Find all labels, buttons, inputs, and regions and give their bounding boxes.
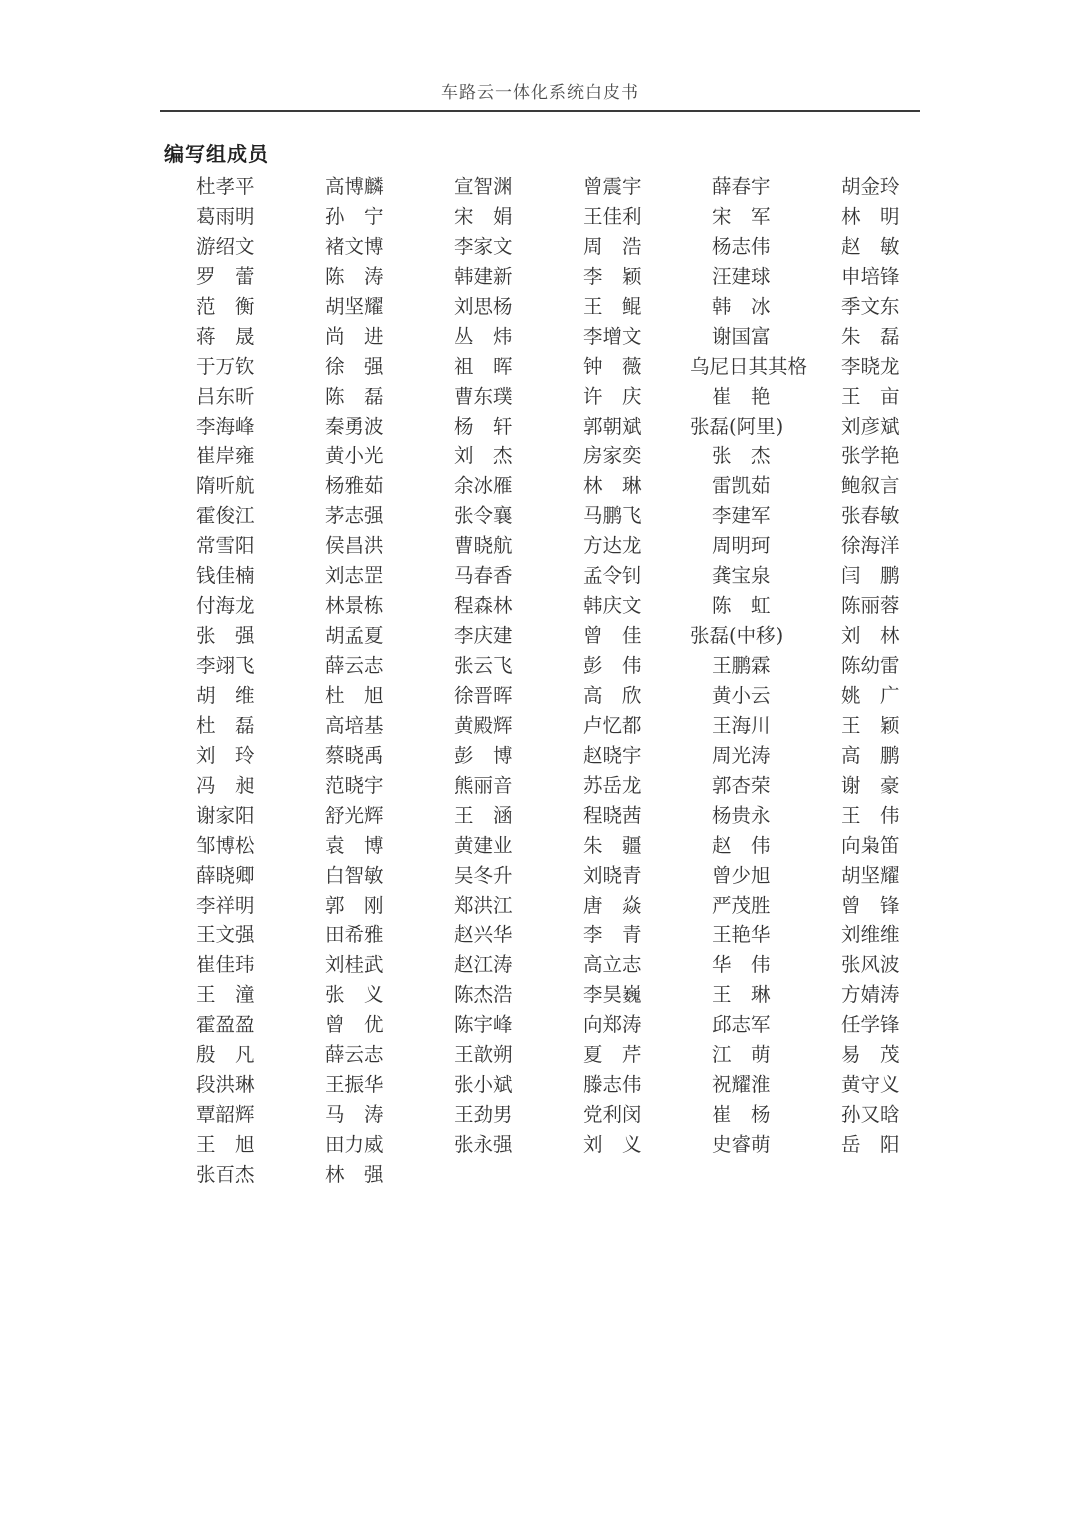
member-name: 祖 晖: [454, 354, 513, 378]
member-name: 江 萌: [712, 1043, 771, 1067]
member-name: 方婧涛: [841, 983, 900, 1007]
member-name: 付海龙: [196, 594, 255, 618]
member-name: 高 欣: [583, 683, 642, 707]
member-name: 曾 优: [325, 1013, 384, 1037]
member-name: 雷凯茹: [712, 474, 771, 498]
member-name: 李 青: [583, 923, 642, 947]
member-name: 高立志: [583, 953, 642, 977]
member-name: 张永强: [454, 1133, 513, 1156]
member-name: 谢国富: [712, 324, 771, 348]
member-name: 韩庆文: [583, 594, 642, 618]
member-name: 茅志强: [325, 504, 384, 528]
member-name: 曾震宇: [583, 175, 642, 198]
member-name: 曹晓航: [454, 534, 513, 558]
member-name: 杨志伟: [712, 234, 771, 258]
member-name: 郭杏荣: [712, 773, 771, 797]
member-name: 王佳利: [583, 204, 642, 228]
member-name: 吕东昕: [196, 384, 255, 408]
member-name: 刘 林: [841, 624, 900, 648]
member-name: 张磊(阿里): [690, 414, 784, 438]
member-name: 黄建业: [454, 833, 513, 857]
member-name: 陈幼雷: [841, 654, 900, 677]
member-name: 李增文: [583, 324, 642, 348]
member-name: 苏岳龙: [583, 773, 642, 797]
member-name: 赵 伟: [712, 833, 771, 857]
member-name: 陈宇峰: [454, 1013, 513, 1037]
member-name: 杜孝平: [196, 175, 255, 198]
member-name: 马春香: [454, 564, 513, 588]
member-name: 薛晓卿: [196, 863, 255, 887]
document-title: 车路云一体化系统白皮书: [441, 83, 639, 103]
member-name: 刘思杨: [454, 294, 513, 318]
member-name: 李家文: [454, 234, 513, 258]
member-name: 崔佳玮: [196, 953, 255, 977]
member-name: 薛云志: [325, 654, 384, 677]
member-name: 邹博松: [196, 833, 255, 857]
member-name: 王振华: [325, 1073, 384, 1097]
member-name: 张学艳: [841, 444, 900, 468]
member-name: 蒋 晟: [196, 324, 255, 348]
member-name: 胡孟夏: [325, 624, 384, 648]
member-name: 谢家阳: [196, 803, 255, 827]
member-name: 方达龙: [583, 534, 642, 558]
member-name: 李海峰: [196, 414, 255, 438]
member-name: 许 庆: [583, 384, 642, 408]
member-name: 李庆建: [454, 624, 513, 648]
member-name: 胡 维: [196, 683, 255, 707]
member-name: 张云飞: [454, 654, 513, 677]
member-name: 隋听航: [196, 474, 255, 498]
member-name: 彭 伟: [583, 654, 642, 677]
member-name: 游绍文: [196, 234, 255, 258]
member-name: 马 涛: [325, 1103, 384, 1127]
member-name: 崔 杨: [712, 1103, 771, 1127]
member-name: 韩建新: [454, 264, 513, 288]
member-name: 范晓宇: [325, 773, 384, 797]
member-name: 高 鹏: [841, 743, 900, 767]
member-name: 龚宝泉: [712, 564, 771, 588]
member-name: 高博麟: [325, 175, 384, 198]
member-name: 袁 博: [325, 833, 384, 857]
member-name: 宣智渊: [454, 175, 513, 198]
member-name: 史睿萌: [712, 1133, 771, 1156]
member-name: 张小斌: [454, 1073, 513, 1097]
member-name: 高培基: [325, 713, 384, 737]
member-name: 张风波: [841, 953, 900, 977]
member-name: 李翊飞: [196, 654, 255, 677]
member-name: 王 琳: [712, 983, 771, 1007]
member-name: 刘志罡: [325, 564, 384, 588]
member-name: 郭 刚: [325, 893, 384, 917]
member-name: 闫 鹏: [841, 564, 900, 588]
member-name: 韩 冰: [712, 294, 771, 318]
member-name: 薛春宇: [712, 175, 771, 198]
member-name: 赵晓宇: [583, 743, 642, 767]
member-name: 周明珂: [712, 534, 771, 558]
member-name: 蔡晓禹: [325, 743, 384, 767]
member-name: 王 伟: [841, 803, 900, 827]
member-name: 霍盈盈: [196, 1013, 255, 1037]
member-name: 孙又晗: [841, 1103, 900, 1127]
member-name: 胡坚耀: [325, 294, 384, 318]
member-name: 熊丽音: [454, 773, 513, 797]
member-name: 房家奕: [583, 444, 642, 468]
member-name: 林景栋: [325, 594, 384, 618]
member-name: 赵 敏: [841, 234, 900, 258]
member-name: 赵江涛: [454, 953, 513, 977]
member-name: 陈 虹: [712, 594, 771, 618]
member-name: 王歆朔: [454, 1043, 513, 1067]
member-name: 曾少旭: [712, 863, 771, 887]
member-name: 覃韶辉: [196, 1103, 255, 1127]
member-name: 李晓龙: [841, 354, 900, 378]
member-name: 祝耀淮: [712, 1073, 771, 1097]
member-name: 鲍叙言: [841, 474, 900, 498]
member-name: 于万钦: [196, 354, 255, 378]
member-name: 张春敏: [841, 504, 900, 528]
member-name: 王 旭: [196, 1133, 255, 1156]
member-name: 范 衡: [196, 294, 255, 318]
member-name: 党利闵: [583, 1103, 642, 1127]
member-name: 张 杰: [712, 444, 771, 468]
member-name: 刘彦斌: [841, 414, 900, 438]
member-name: 曾 锋: [841, 893, 900, 917]
members-grid: [196, 172, 916, 1190]
member-name: 罗 蕾: [196, 264, 255, 288]
member-name: 黄小光: [325, 444, 384, 468]
member-name: 林 琳: [583, 474, 642, 498]
member-name: 黄小云: [712, 683, 771, 707]
member-name: 赵兴华: [454, 923, 513, 947]
member-name: 卢忆都: [583, 713, 642, 737]
member-name: 杨贵永: [712, 803, 771, 827]
member-name: 钟 薇: [583, 354, 642, 378]
member-name: 谢 豪: [841, 773, 900, 797]
member-name: 杨雅茹: [325, 474, 384, 498]
member-name: 王 亩: [841, 384, 900, 408]
member-name: 季文东: [841, 294, 900, 318]
member-name: 岳 阳: [841, 1133, 900, 1156]
member-name: 田希雅: [325, 923, 384, 947]
member-name: 霍俊江: [196, 504, 255, 528]
member-name: 严茂胜: [712, 893, 771, 917]
member-name: 姚 广: [841, 683, 900, 707]
member-name: 陈杰浩: [454, 983, 513, 1007]
member-name: 白智敏: [325, 863, 384, 887]
member-name: 侯昌洪: [325, 534, 384, 558]
member-name: 黄守义: [841, 1073, 900, 1097]
member-name: 周 浩: [583, 234, 642, 258]
member-name: 宋 娟: [454, 204, 513, 228]
member-name: 刘晓青: [583, 863, 642, 887]
member-name: 程森林: [454, 594, 513, 618]
member-name: 张百杰: [196, 1162, 255, 1186]
member-name: 张令襄: [454, 504, 513, 528]
member-name: 李祥明: [196, 893, 255, 917]
member-name: 陈丽蓉: [841, 594, 900, 618]
member-name: 杜 旭: [325, 683, 384, 707]
member-name: 常雪阳: [196, 534, 255, 558]
member-name: 汪建球: [712, 264, 771, 288]
member-name: 杨 轩: [454, 414, 513, 438]
member-name: 徐 强: [325, 354, 384, 378]
member-name: 彭 博: [454, 743, 513, 767]
member-name: 薛云志: [325, 1043, 384, 1067]
member-name: 孙 宁: [325, 204, 384, 228]
member-name: 夏 芹: [583, 1043, 642, 1067]
member-name: 滕志伟: [583, 1073, 642, 1097]
member-name: 余冰雁: [454, 474, 513, 498]
member-name: 王 涵: [454, 803, 513, 827]
member-name: 崔岸雍: [196, 444, 255, 468]
member-name: 朱 磊: [841, 324, 900, 348]
member-name: 徐海洋: [841, 534, 900, 558]
member-name: 刘 杰: [454, 444, 513, 468]
member-name: 宋 军: [712, 204, 771, 228]
member-name: 杜 磊: [196, 713, 255, 737]
member-name: 殷 凡: [196, 1043, 255, 1067]
member-name: 王 颖: [841, 713, 900, 737]
member-name: 段洪琳: [196, 1073, 255, 1097]
member-name: 华 伟: [712, 953, 771, 977]
member-name: 徐晋晖: [454, 683, 513, 707]
member-name: 胡坚耀: [841, 863, 900, 887]
member-name: 李建军: [712, 504, 771, 528]
member-name: 任学锋: [841, 1013, 900, 1037]
member-name: 郑洪江: [454, 893, 513, 917]
member-name: 张 强: [196, 624, 255, 648]
member-name: 李 颖: [583, 264, 642, 288]
page-header: [160, 76, 920, 112]
member-name: 秦勇波: [325, 414, 384, 438]
member-name: 王 鲲: [583, 294, 642, 318]
member-name: 向枭笛: [841, 833, 900, 857]
member-name: 黄殿辉: [454, 713, 513, 737]
member-name: 周光涛: [712, 743, 771, 767]
member-name: 曾 佳: [583, 624, 642, 648]
member-name: 胡金玲: [841, 175, 900, 198]
member-name: 程晓茜: [583, 803, 642, 827]
member-name: 唐 焱: [583, 893, 642, 917]
member-name: 钱佳楠: [196, 564, 255, 588]
member-name: 葛雨明: [196, 204, 255, 228]
member-name: 申培锋: [841, 264, 900, 288]
member-name: 向郑涛: [583, 1013, 642, 1037]
member-name: 田力威: [325, 1133, 384, 1156]
member-name: 朱 疆: [583, 833, 642, 857]
member-name: 乌尼日其其格: [690, 354, 808, 378]
member-name: 刘桂武: [325, 953, 384, 977]
member-name: 刘 义: [583, 1133, 642, 1156]
member-name: 曹东璞: [454, 384, 513, 408]
member-name: 陈 涛: [325, 264, 384, 288]
member-name: 易 茂: [841, 1043, 900, 1067]
member-name: 张 义: [325, 983, 384, 1007]
member-name: 林 强: [325, 1162, 384, 1186]
member-name: 王 潼: [196, 983, 255, 1007]
section-title: 编写组成员: [164, 142, 269, 166]
member-name: 王艳华: [712, 923, 771, 947]
member-name: 王鹏霖: [712, 654, 771, 677]
member-name: 邱志军: [712, 1013, 771, 1037]
member-name: 舒光辉: [325, 803, 384, 827]
member-name: 郭朝斌: [583, 414, 642, 438]
member-name: 马鹏飞: [583, 504, 642, 528]
member-name: 李昊巍: [583, 983, 642, 1007]
member-name: 孟令钊: [583, 564, 642, 588]
member-name: 冯 昶: [196, 773, 255, 797]
member-name: 王劲男: [454, 1103, 513, 1127]
member-name: 张磊(中移): [690, 624, 784, 648]
member-name: 吴冬升: [454, 863, 513, 887]
member-name: 刘维维: [841, 923, 900, 947]
member-name: 褚文博: [325, 234, 384, 258]
member-name: 崔 艳: [712, 384, 771, 408]
member-name: 刘 玲: [196, 743, 255, 767]
member-name: 王海川: [712, 713, 771, 737]
member-name: 林 明: [841, 204, 900, 228]
member-name: 丛 炜: [454, 324, 513, 348]
member-name: 王文强: [196, 923, 255, 947]
member-name: 尚 进: [325, 324, 384, 348]
member-name: 陈 磊: [325, 384, 384, 408]
